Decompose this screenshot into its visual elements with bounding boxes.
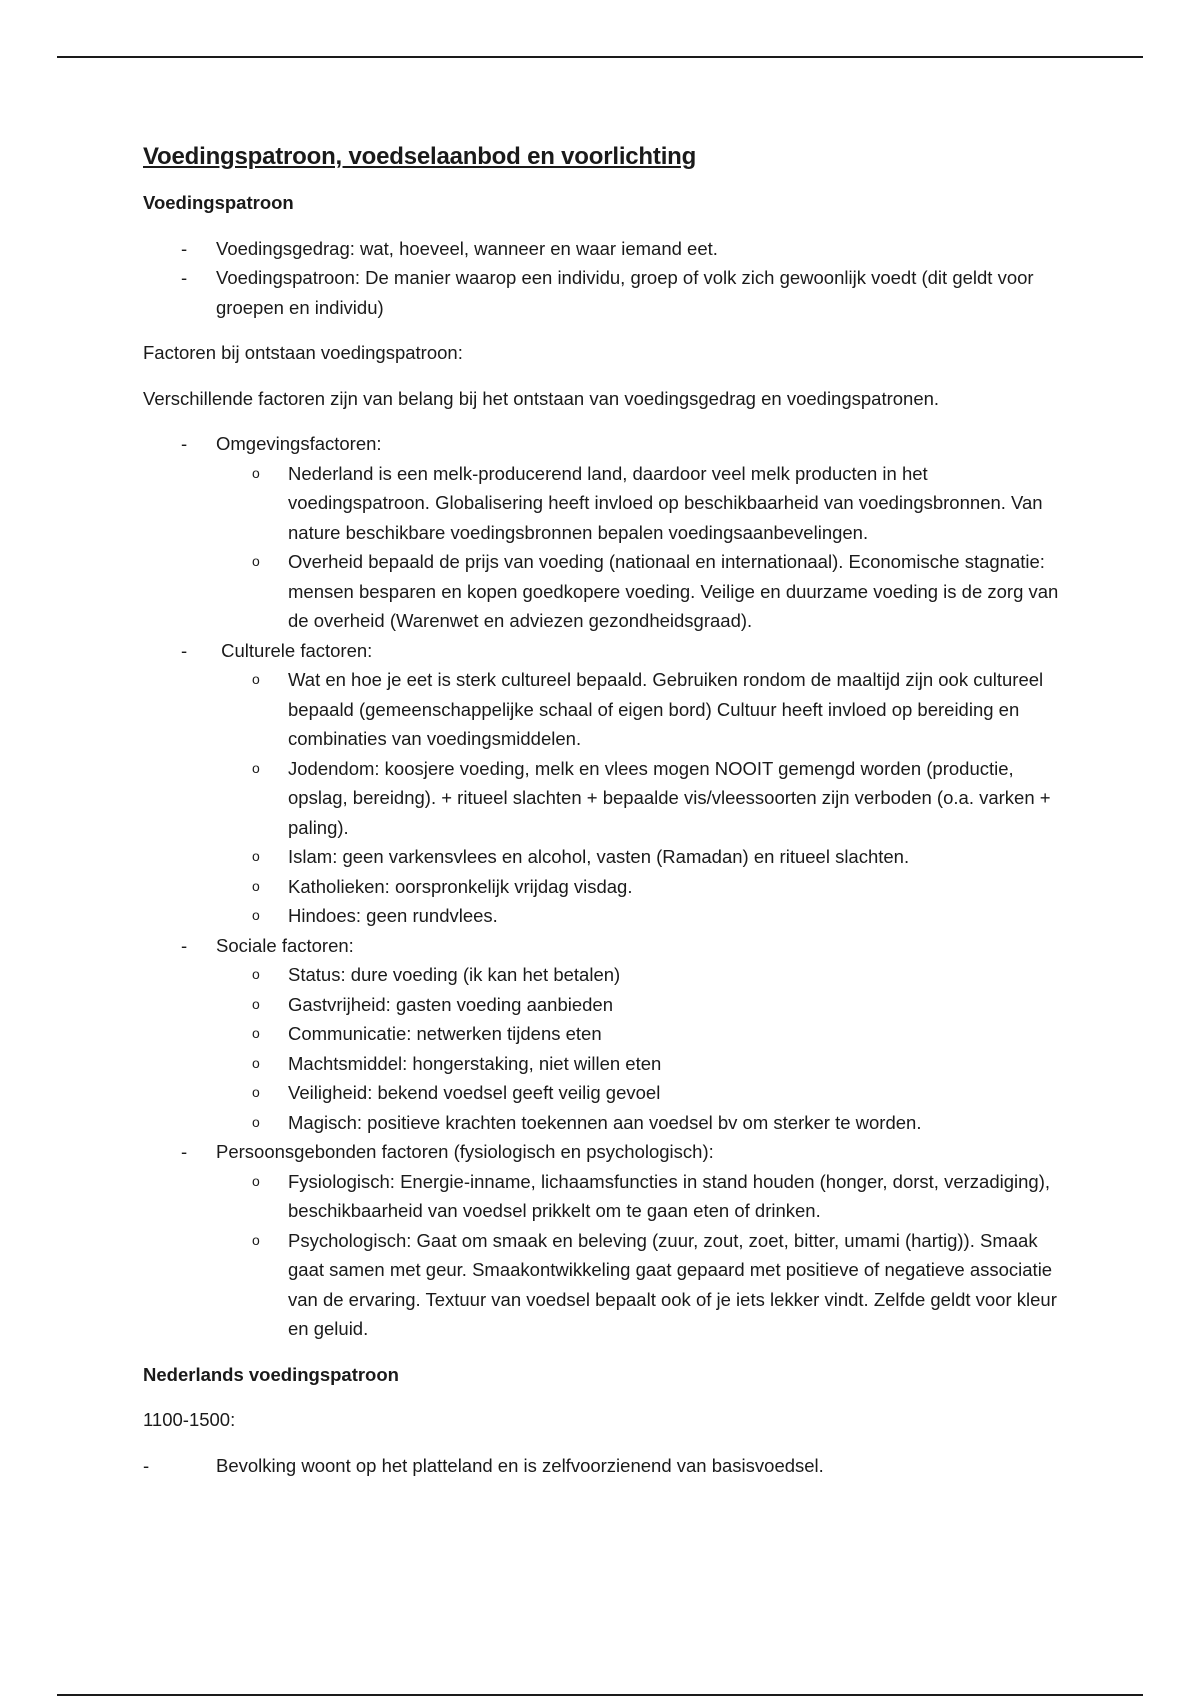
list-item: o Status: dure voeding (ik kan het betalen) <box>143 960 1063 990</box>
list-item: o Jodendom: koosjere voeding, melk en vlees mogen NOOIT gemengd worden (productie, opslag, bereidng). + ritueel slachten + bepaalde vis/vleessoorten zijn verboden (o.a. varken + paling). <box>143 754 1063 843</box>
list-item: o Veiligheid: bekend voedsel geeft veilig gevoel <box>143 1078 1063 1108</box>
list-item: o Psychologisch: Gaat om smaak en beleving (zuur, zout, zoet, bitter, umami (hartig)). Smaak gaat samen met geur. Smaakontwikkeling gaat gepaard met positieve of negatieve associatie van de ervaring. Textuur van voedsel bepaalt ook of je iets lekker vindt. Zelfde geldt voor kleur en geluid. <box>143 1226 1063 1344</box>
circle-bullet: o <box>252 907 260 923</box>
circle-bullet: o <box>252 464 260 481</box>
list-item: - Voedingsgedrag: wat, hoeveel, wanneer en waar iemand eet. <box>143 234 1063 264</box>
dash-bullet: - <box>181 1141 188 1162</box>
section-heading-nederlands: Nederlands voedingspatroon <box>143 1363 399 1385</box>
list-item: - Bevolking woont op het platteland en is zelfvoorzienend van basisvoedsel. <box>143 1451 1063 1481</box>
factor-label: Sociale factoren: <box>216 934 354 956</box>
dash-bullet: - <box>181 237 188 259</box>
list-item: - Voedingspatroon: De manier waarop een individu, groep of volk zich gewoonlijk voedt (dit geldt voor groepen en individu) <box>143 263 1063 322</box>
document-title: Voedingspatroon, voedselaanbod en voorlichting <box>143 143 697 170</box>
factor-label: Persoonsgebonden factoren (fysiologisch en psychologisch): <box>216 1141 714 1162</box>
circle-bullet: o <box>252 1084 260 1100</box>
circle-bullet: o <box>252 1231 260 1248</box>
dash-bullet: - <box>143 1454 150 1476</box>
header-rule <box>57 56 1143 58</box>
list-item: o Overheid bepaald de prijs van voeding (nationaal en internationaal). Economische stagnatie: mensen besparen en kopen goedkopere voeding. Veilige en duurzame voeding is de zorg van de overheid (Warenwet en adviezen gezondheidsgraad). <box>143 547 1063 636</box>
circle-bullet: o <box>252 553 260 569</box>
list-item: o Gastvrijheid: gasten voeding aanbieden <box>143 990 1063 1020</box>
factor-persoonsgebonden <box>143 1137 1063 1344</box>
list-item: o Nederland is een melk-producerend land, daardoor veel melk producten in het voedingspatroon. Globalisering heeft invloed op beschikbaarheid van voedingsbronnen. Van nature beschikbare voedingsbronnen bepalen voedingsaanbevelingen. <box>143 459 1063 548</box>
circle-bullet: o <box>252 877 260 894</box>
factor-cultureel <box>143 636 1063 931</box>
list-item: o Wat en hoe je eet is sterk cultureel bepaald. Gebruiken rondom de maaltijd zijn ook cultureel bepaald (gemeenschappelijke schaal of eigen bord) Cultuur heeft invloed op bereiding en combinaties van voedingsmiddelen. <box>143 665 1063 754</box>
circle-bullet: o <box>252 1025 260 1041</box>
list-item: o Magisch: positieve krachten toekennen aan voedsel bv om sterker te worden. <box>143 1108 1063 1138</box>
section-heading-voedingspatroon: Voedingspatroon <box>143 192 294 213</box>
dash-bullet: - <box>181 639 188 661</box>
document-page <box>143 140 1063 1480</box>
list-item: o Hindoes: geen rundvlees. <box>143 901 1063 931</box>
dash-bullet: - <box>181 433 188 454</box>
definition-list <box>143 234 1063 323</box>
list-item: o Islam: geen varkensvlees en alcohol, vasten (Ramadan) en ritueel slachten. <box>143 842 1063 872</box>
factors-intro: Factoren bij ontstaan voedingspatroon: <box>143 342 463 363</box>
circle-bullet: o <box>252 1172 260 1189</box>
circle-bullet: o <box>252 759 260 776</box>
period-label: 1100-1500: <box>143 1409 236 1430</box>
list-item: o Machtsmiddel: hongerstaking, niet willen eten <box>143 1049 1063 1079</box>
factors-description: Verschillende factoren zijn van belang bij het ontstaan van voedingsgedrag en voedingspatronen. <box>143 387 940 409</box>
circle-bullet: o <box>252 1113 260 1130</box>
circle-bullet: o <box>252 848 260 864</box>
factor-omgeving <box>143 429 1063 636</box>
dash-bullet: - <box>181 934 188 956</box>
factor-label: Culturele factoren: <box>216 639 373 661</box>
list-item: o Katholieken: oorspronkelijk vrijdag visdag. <box>143 872 1063 902</box>
footer-rule <box>57 1694 1143 1696</box>
list-item: o Fysiologisch: Energie-inname, lichaamsfuncties in stand houden (honger, dorst, verzadiging), beschikbaarheid van voedsel prikkelt om te gaan eten of drinken. <box>143 1167 1063 1226</box>
factor-label: Omgevingsfactoren: <box>216 433 382 454</box>
circle-bullet: o <box>252 671 260 687</box>
circle-bullet: o <box>252 1054 260 1071</box>
factor-sociaal <box>143 931 1063 1138</box>
list-item: o Communicatie: netwerken tijdens eten <box>143 1019 1063 1049</box>
dash-bullet: - <box>181 267 188 288</box>
factor-list <box>143 429 1063 1344</box>
circle-bullet: o <box>252 995 260 1012</box>
circle-bullet: o <box>252 966 260 982</box>
